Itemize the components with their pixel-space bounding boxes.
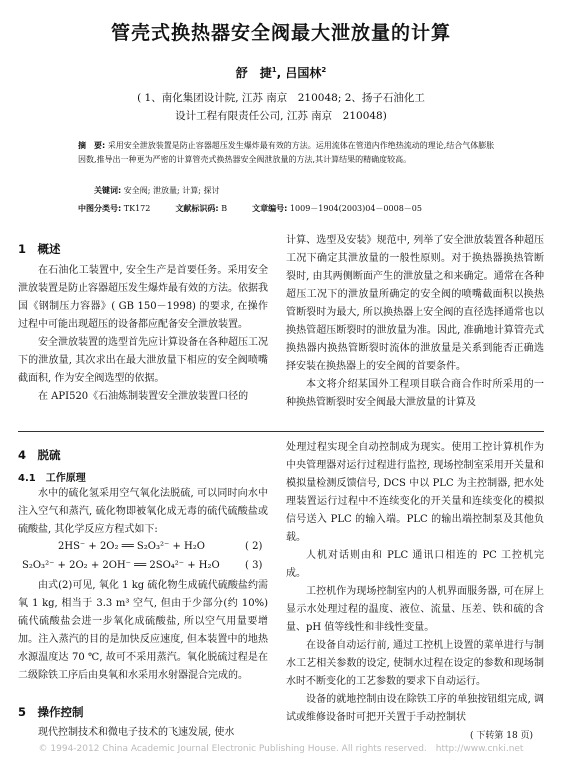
- doc-code-label: 文献标识码:: [175, 204, 219, 213]
- author-1: 舒 捷: [235, 66, 272, 80]
- article-no-label: 文章编号:: [252, 204, 288, 213]
- body-paragraph: 设备的就地控制由设在除铁工序的单独按钮组完成, 调试或维修设备时可把开关置于手动控制状: [286, 694, 544, 723]
- section-1-paragraph: 本文将介绍某国外工程项目联合商合作时所采用的一种换热管断裂时安全阀最大泄放量的计算及: [286, 379, 544, 408]
- section-1-left-column: [18, 262, 268, 406]
- classification-value: TK172: [123, 204, 151, 213]
- classification-label: 中图分类号:: [78, 204, 122, 213]
- section-1-heading: 1 概述: [18, 242, 61, 256]
- author-2-affil-mark: 2: [321, 66, 327, 74]
- section-1-paragraph: 在 API520《石油炼制装置安全泄放装置口径的: [38, 391, 249, 402]
- section-5-paragraph: 现代控制技术和微电子技术的飞速发展, 使水: [38, 727, 235, 738]
- section-4-1-heading: 4.1 工作原理: [18, 473, 86, 484]
- article-no-value: 1009－1904(2003)04－0008－05: [289, 204, 422, 213]
- author-2: 吕国林: [285, 66, 322, 80]
- abstract-label: 摘 要:: [78, 141, 106, 150]
- section-1-paragraph: 计算、选型及安装》规范中, 列举了安全泄放装置各种超压工况下确定其泄放量的一般性原则。对于换热器换热管断裂时, 由其两侧断面产生的泄放量之和来确定。通常在各种超压工况下的泄放量所确定的安全阀的喷嘴截面积以换热管断裂时为最大, 所以换热器上安全阀的直径选择通常也以换热管超压断裂时的泄放量为准。因此, 准确地计算管壳式换热器内换热管断裂时流体的泄放量是关系到能否正确选择安装在换热器上的安全阀的首要条件。: [286, 235, 544, 372]
- author-1-affil-mark: 1: [271, 66, 277, 74]
- section-4-body: [18, 577, 268, 685]
- body-paragraph: 工控机作为现场控制室内的人机界面服务器, 可在屏上显示水处理过程的温度、液位、流量、压差、铁和硫的含量、pH 值等线性和非线性变量。: [286, 586, 544, 633]
- body-paragraph: 人机对话则由和 PLC 通讯口相连的 PC 工控机完成。: [286, 550, 544, 579]
- equation-2-number: ( 2): [245, 541, 263, 552]
- equation-2: 2HS⁻ + 2O₂ ══ S₂O₃²⁻ + H₂O: [58, 541, 205, 552]
- body-paragraph: 在设备自动运行前, 通过工控机上设置的菜单进行与制水工艺相关参数的设定, 使制水过程在设定的参数和现场制水时不断变化的工艺参数的要求下自动运行。: [286, 640, 544, 687]
- continued-note: ( 下转第 18 页): [470, 731, 534, 741]
- section-divider: [18, 431, 544, 432]
- section-1-paragraph: 在石油化工装置中, 安全生产是首要任务。采用安全泄放装置是防止容器超压发生爆炸最有效的方法。依据我国《钢制压力容器》( GB 150－1998) 的要求, 在操作过程中可能出现超压的设备都应配备安全泄放装置。: [18, 265, 268, 330]
- keywords: [94, 185, 219, 196]
- doc-code-value: B: [221, 204, 228, 213]
- right-column-lower: [286, 439, 544, 727]
- copyright-footer: © 1994-2012 China Academic Journal Electronic Publishing House. All rights reserved. http://www.cnki.net: [38, 744, 524, 754]
- article-metadata: [78, 203, 518, 214]
- section-5-body: [18, 724, 268, 742]
- paper-title: 管壳式换热器安全阀最大泄放量的计算: [110, 22, 451, 44]
- equation-3-number: ( 3): [245, 560, 263, 571]
- section-4-paragraph: 水中的硫化氢采用空气氧化法脱硫, 可以同时向水中注入空气和蒸汽, 硫化物即被氧化成无毒的硫代硫酸盐或硫酸盐, 其化学反应方程式如下:: [18, 488, 268, 535]
- affiliation-line-1: ( 1、南化集团设计院, 江苏 南京 210048; 2、扬子石油化工: [137, 92, 425, 104]
- section-1-paragraph: 安全泄放装置的选型首先应计算设备在各种超压工况下的泄放量, 其次求出在最大泄放量下相应的安全阀喷嘴截面积, 作为安全阀选型的依据。: [18, 337, 268, 384]
- body-paragraph: 处理过程实现全自动控制成为现实。使用工控计算机作为中央管理器对运行过程进行监控, 现场控制室采用开关量和模拟量检测反馈信号, DCS 中以 PLC 为主控制器, 把水处理装置运行过程中不连续变化的开关量和连续变化的模拟信号送入 PLC 的输入端。PLC 的输出端控制泵及其他负载。: [286, 442, 544, 543]
- section-4-heading: 4 脱硫: [18, 448, 61, 462]
- equation-3: S₂O₃²⁻ + 2O₂ + 2OH⁻ ══ 2SO₄²⁻ + H₂O: [22, 560, 220, 571]
- section-5-heading: 5 操作控制: [18, 705, 84, 719]
- author-line: 舒 捷$^1$, 吕国林$^2$: [235, 66, 327, 80]
- abstract: [78, 139, 500, 167]
- abstract-text: 采用安全泄放装置是防止容器超压发生爆炸最有效的方法。运用流体在管道内作绝热流动的理论,结合气体膨胀因数,推导出一种更为严密的计算管壳式换热器安全阀泄放量的方法,其计算结果的精确度较高。: [78, 141, 495, 164]
- section-4-intro: [18, 485, 268, 539]
- keywords-label: 关键词:: [94, 186, 122, 195]
- section-1-right-column: [286, 232, 544, 412]
- keywords-text: 安全阀; 泄放量; 计算; 探讨: [123, 186, 220, 195]
- affiliation-line-2: 设计工程有限责任公司, 江苏 南京 210048): [175, 110, 387, 122]
- section-4-paragraph: 由式(2)可见, 氧化 1 kg 硫化物生成硫代硫酸盐约需氧 1 kg, 相当于 3.3 m³ 空气, 但由于少部分(约 10%) 硫代硫酸盐会进一步氧化成硫酸盐, 所以空气用量要增加。注入蒸汽的目的是加快反应速度, 但本装置中的地热水源温度达 70 ℃, 故可不采用蒸汽。氧化脱硫过程是在二级除铁工序后由臭氧和水采用水射器混合完成的。: [18, 580, 268, 681]
